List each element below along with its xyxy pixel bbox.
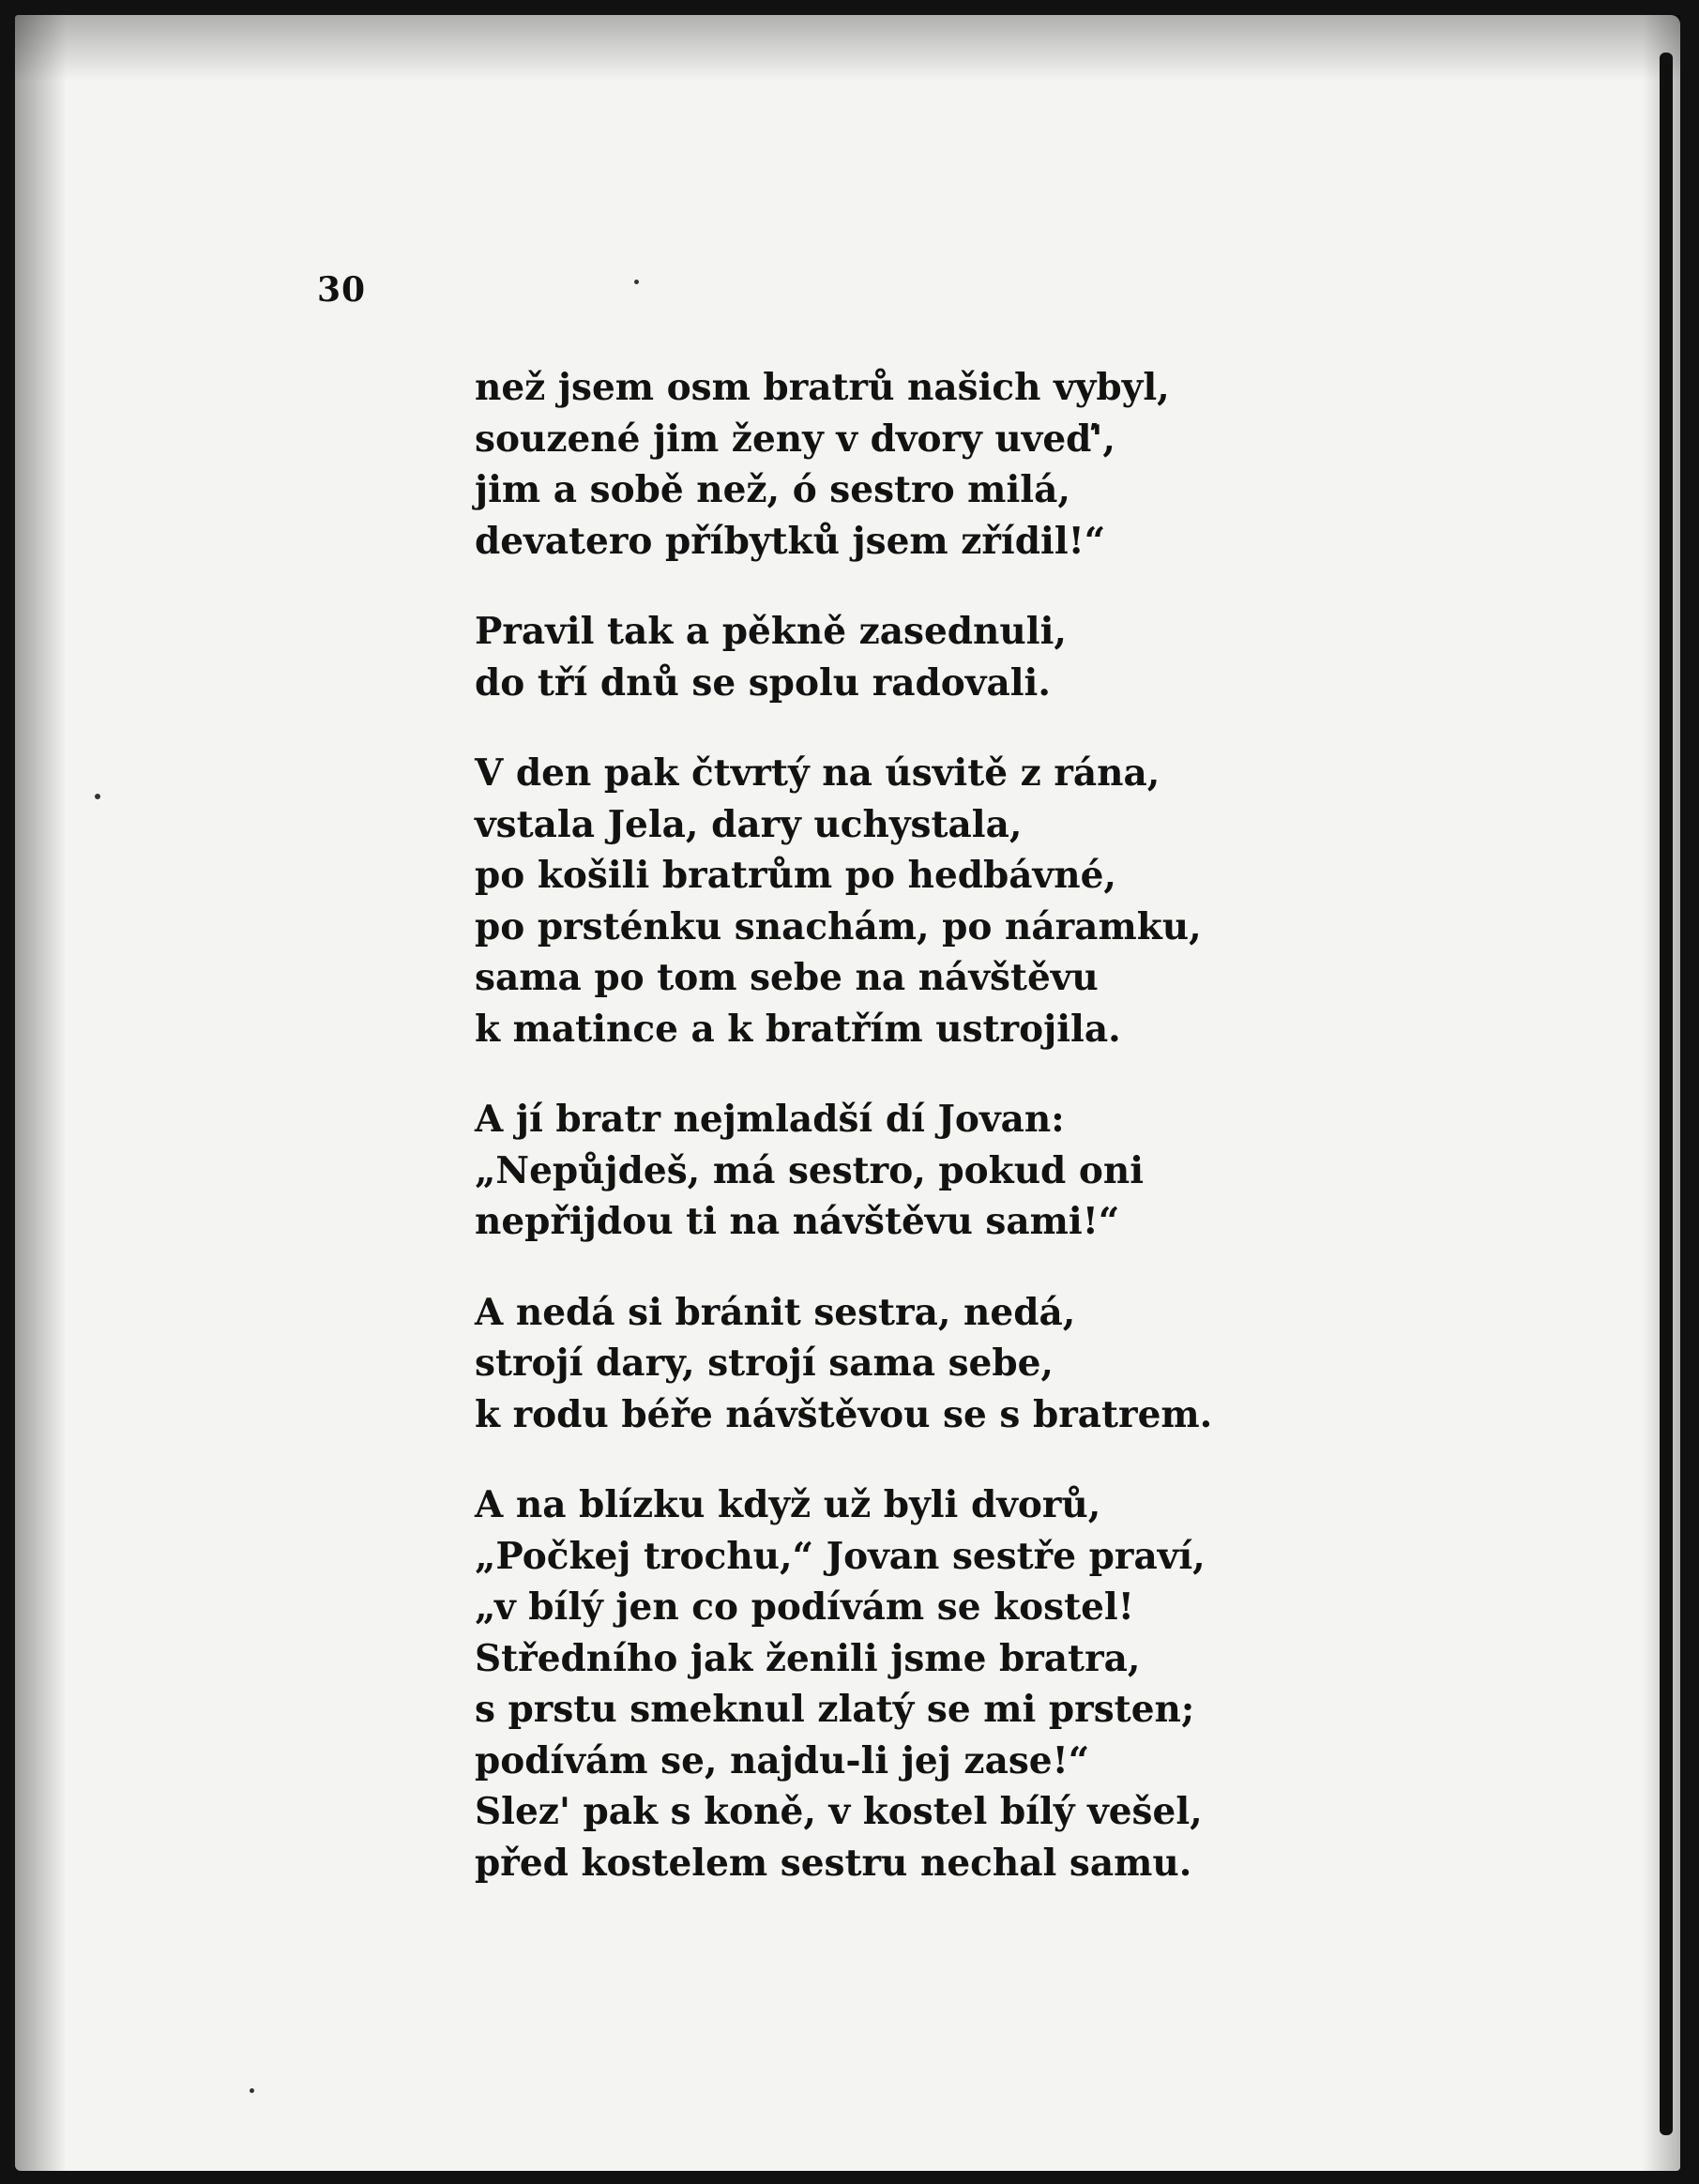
poem-text xyxy=(475,362,1413,1928)
print-speck xyxy=(250,2088,254,2093)
poem-line: devatero příbytků jsem zřídil!“ xyxy=(475,519,1106,563)
page-shadow-top xyxy=(15,15,1680,81)
book-page xyxy=(15,15,1680,2171)
poem-line: k rodu béře návštěvou se s bratrem. xyxy=(475,1392,1213,1436)
page-binding-edge xyxy=(1660,53,1673,2135)
poem-line: A jí bratr nejmladší dí Jovan: xyxy=(475,1098,1065,1141)
poem-line: Pravil tak a pěkně zasednuli, xyxy=(475,610,1067,653)
poem-line: k matince a k bratřím ustrojila. xyxy=(475,1007,1121,1051)
poem-line: než jsem osm bratrů našich vybyl, xyxy=(475,366,1170,409)
poem-line: „Počkej trochu,“ Jovan sestře praví, xyxy=(475,1534,1206,1578)
poem-line: po košili bratrům po hedbávné, xyxy=(475,854,1116,897)
page-shadow-left xyxy=(15,15,67,2171)
page-number: 30 xyxy=(317,270,367,310)
poem-line: nepřijdou ti na návštěvu sami!“ xyxy=(475,1200,1120,1243)
poem-line: „Nepůjdeš, má sestro, pokud oni xyxy=(475,1148,1145,1192)
poem-line: sama po tom sebe na návštěvu xyxy=(475,956,1099,999)
poem-line: jim a sobě než, ó sestro milá, xyxy=(475,468,1070,511)
stanza-1 xyxy=(475,362,1413,567)
poem-line: Středního jak ženili jsme bratra, xyxy=(475,1636,1141,1680)
poem-line: s prstu smeknul zlatý se mi prsten; xyxy=(475,1688,1195,1731)
stanza-2 xyxy=(475,606,1413,708)
poem-line: před kostelem sestru nechal samu. xyxy=(475,1841,1192,1885)
poem-line: V den pak čtvrtý na úsvitě z rána, xyxy=(475,751,1160,795)
poem-line: A nedá si bránit sestra, nedá, xyxy=(475,1290,1076,1334)
poem-line: „v bílý jen co podívám se kostel! xyxy=(475,1585,1134,1629)
poem-line: po prsténku snachám, po náramku, xyxy=(475,904,1202,948)
poem-line: do tří dnů se spolu radovali. xyxy=(475,660,1051,705)
stanza-3 xyxy=(475,748,1413,1054)
print-speck xyxy=(634,280,639,284)
stanza-5 xyxy=(475,1287,1413,1441)
stanza-4 xyxy=(475,1094,1413,1248)
poem-line: podívám se, najdu-li jej zase!“ xyxy=(475,1738,1090,1782)
poem-line: Slez' pak s koně, v kostel bílý vešel, xyxy=(475,1790,1203,1833)
stanza-6 xyxy=(475,1479,1413,1888)
poem-line: vstala Jela, dary uchystala, xyxy=(475,802,1023,846)
poem-line: A na blízku když už byli dvorů, xyxy=(475,1483,1101,1526)
poem-line: strojí dary, strojí sama sebe, xyxy=(475,1342,1054,1385)
poem-line: souzené jim ženy v dvory uveď', xyxy=(475,417,1115,461)
print-speck xyxy=(95,794,100,799)
